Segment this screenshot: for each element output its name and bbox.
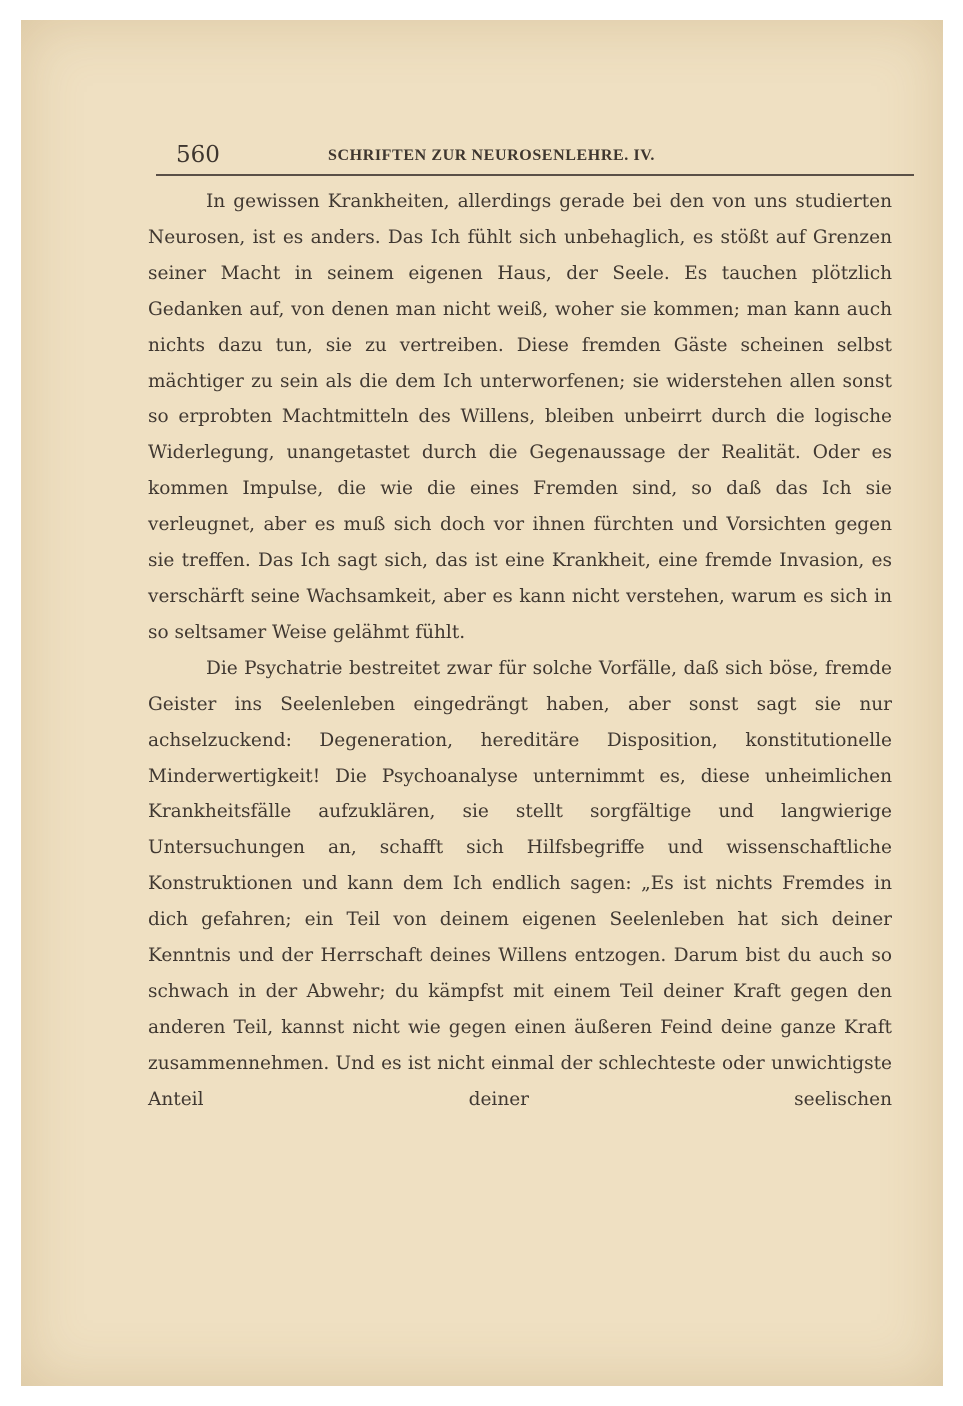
page-header [156, 142, 914, 176]
paragraph: Die Psychatrie bestreitet zwar für solche Vorfälle, daß sich böse, fremde Geister ins Seelenleben eingedrängt haben, aber sonst sagt sie nur achselzuckend: Degeneration, hereditäre Disposition, konstitutionelle Minderwertigkeit! Die Psychoanalyse unternimmt es, diese unheimlichen Krankheitsfälle aufzuklären, sie stellt sorgfältige und langwierige Untersuchungen an, schafft sich Hilfsbegriffe und wissenschaftliche Konstruktionen und kann dem Ich endlich sagen: „Es ist nichts Fremdes in dich gefahren; ein Teil von deinem eigenen Seelenleben hat sich deiner Kenntnis und der Herrschaft deines Willens entzogen. Darum bist du auch so schwach in der Abwehr; du kämpfst mit einem Teil deiner Kraft gegen den anderen Teil, kannst nicht wie gegen einen äußeren Feind deine ganze Kraft zusammennehmen. Und es ist nicht einmal der schlechteste oder unwichtigste Anteil deiner seelischen [148, 657, 892, 1110]
paragraph: In gewissen Krankheiten, allerdings gerade bei den von uns studierten Neurosen, ist es anders. Das Ich fühlt sich unbehaglich, es stößt auf Grenzen seiner Macht in seinem eigenen Haus, der Seele. Es tauchen plötzlich Gedanken auf, von denen man nicht weiß, woher sie kommen; man kann auch nichts dazu tun, sie zu vertreiben. Diese fremden Gäste scheinen selbst mächtiger zu sein als die dem Ich unterworfenen; sie widerstehen allen sonst so erprobten Machtmitteln des Willens, bleiben unbeirrt durch die logische Widerlegung, unangetastet durch die Gegenaussage der Realität. Oder es kommen Impulse, die wie die eines Fremden sind, so daß das Ich sie verleugnet, aber es muß sich doch vor ihnen fürchten und Vorsichten gegen sie treffen. Das Ich sagt sich, das ist eine Krankheit, eine fremde Invasion, es verschärft seine Wachsamkeit, aber es kann nicht verstehen, warum es sich in so seltsamer Weise gelähmt fühlt. [148, 191, 892, 643]
page-number: 560 [176, 142, 220, 168]
running-head: SCHRIFTEN ZUR NEUROSENLEHRE. IV. [328, 147, 655, 164]
body-text [148, 184, 892, 1118]
